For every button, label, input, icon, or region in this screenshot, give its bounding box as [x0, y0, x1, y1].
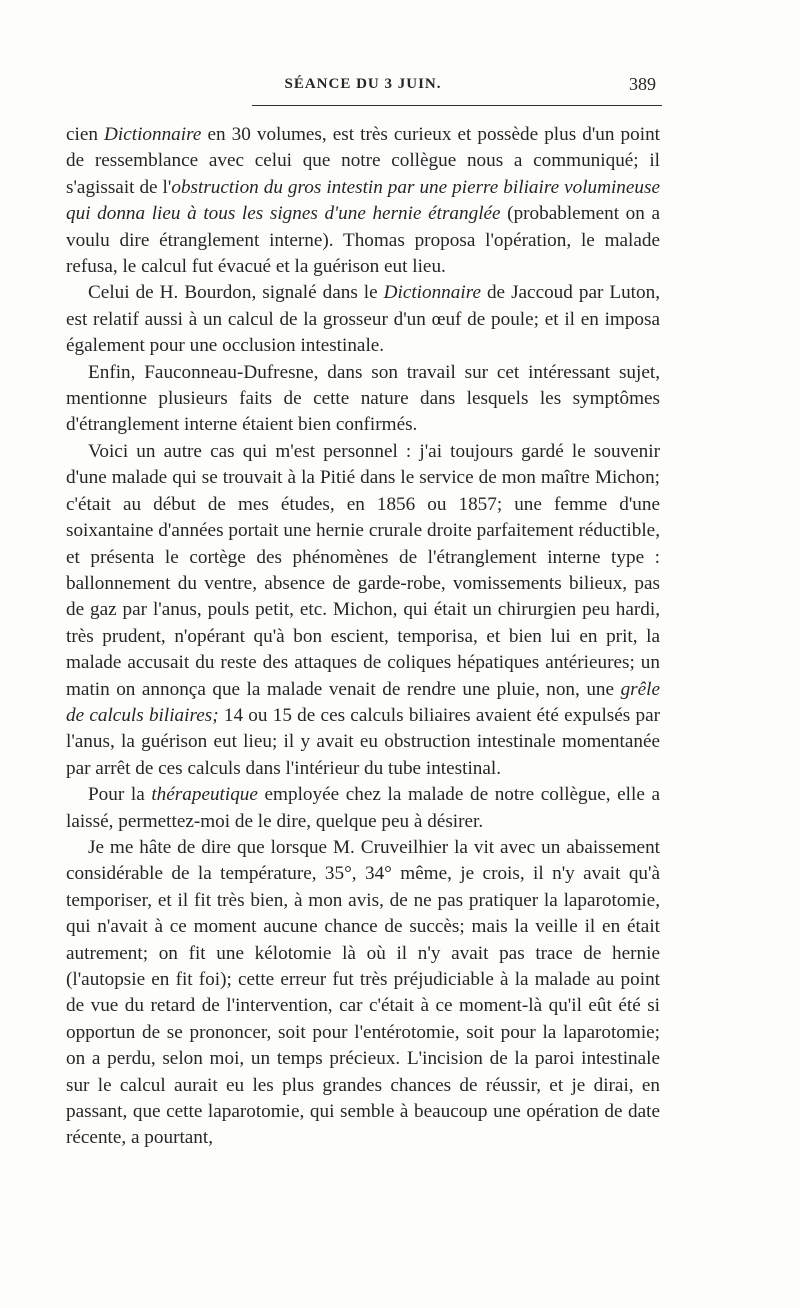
body-text — [66, 122, 660, 1152]
italic-run: obstruction du gros intestin par une pierre biliaire volumineuse qui donna lieu à tous les signes d'une hernie étranglée — [66, 176, 660, 225]
page-number: 389 — [629, 74, 656, 94]
running-header — [66, 76, 660, 100]
paragraph: Je me hâte de dire que lorsque M. Cruveilhier la vit avec un abaissement considérable de la température, 35°, 34° même, je crois, il n'y avait qu'à temporiser, et il fit très bien, à mon avis, de ne pas pratiquer la laparotomie, qui n'avait à ce moment aucune chance de succès; mais la veille il en était autrement; on fit une kélotomie là où il n'y avait pas trace de hernie (l'autopsie en fit foi); cette erreur fut très préjudiciable à la malade au point de vue du retard de l'intervention, car c'était à ce moment-là qu'il eût été si opportun de se prononcer, soit pour l'entérotomie, soit pour la laparotomie; on a perdu, selon moi, un temps précieux. L'incision de la paroi intestinale sur le calcul aurait eu les plus grandes chances de réussir, et je dirai, en passant, que cette laparotomie, qui semble à beaucoup une opération de date récente, a pourtant, — [66, 836, 660, 1149]
italic-run: Dictionnaire — [104, 124, 202, 145]
paragraph — [66, 439, 660, 782]
header-rule — [252, 105, 662, 106]
running-title: SÉANCE DU 3 JUIN. — [284, 76, 442, 92]
text-run: Voici un autre cas qui m'est personnel : j'ai toujours gardé le souvenir d'une malade qui se trouvait à la Pitié dans le service de mon maître Michon; c'était au début de mes études, en 1856 ou 1857; une femme d'une soixantaine d'années portait une hernie crurale droite parfaitement réductible, et présenta le cortège des phénomènes de l'étranglement interne type : ballonnement du ventre, absence de garde-robe, vomissements bilieux, pas de gaz par l'anus, pouls petit, etc. Michon, qui était un chirurgien peu hardi, très prudent, n'opérant qu'à bon escient, temporisa, et bien lui en prit, la malade accusait du reste des attaques de coliques hépatiques antérieures; un matin on annonça que la malade venait de rendre une pluie, non, une — [66, 440, 660, 700]
text-run: Pour la — [88, 784, 152, 806]
text-run: de Jaccoud par Luton, est relatif aussi à un calcul de la grosseur d'un œuf de poule; et il en imposa également pour une occlusion intestinale. — [66, 282, 660, 357]
text-run: (probablement on a voulu dire étranglement interne). Thomas proposa l'opération, le malade refusa, le calcul fut évacué et la guérison eut lieu. — [66, 203, 661, 278]
text-run: 14 ou 15 de ces calculs biliaires avaient été expulsés par l'anus, la guérison eut lieu; il y avait eu obstruction intestinale momentanée par arrêt de ces calculs dans l'intérieur du tube intestinal. — [66, 704, 660, 779]
paragraph — [66, 782, 660, 835]
italic-run: Dictionnaire — [383, 282, 481, 304]
italic-run: grêle de calculs biliaires; — [66, 678, 660, 726]
text-run: employée chez la malade de notre collègue, elle a laissé, permettez-moi de le dire, quelque peu à désirer. — [66, 784, 660, 832]
italic-run: thérapeutique — [151, 784, 258, 806]
text-run: en 30 volumes, est très curieux et possède plus d'un point de ressemblance avec celui que notre collègue nous a communiqué; il s'agissait de l' — [66, 124, 660, 198]
text-run: cien — [66, 124, 105, 145]
text-run: Celui de H. Bourdon, signalé dans le — [88, 282, 384, 304]
paragraph: Enfin, Fauconneau-Dufresne, dans son travail sur cet intéressant sujet, mentionne plusieurs faits de cette nature dans lesquels les symptômes d'étranglement interne étaient bien confirmés. — [66, 361, 660, 436]
paragraph — [66, 122, 660, 280]
paragraph — [66, 280, 660, 359]
